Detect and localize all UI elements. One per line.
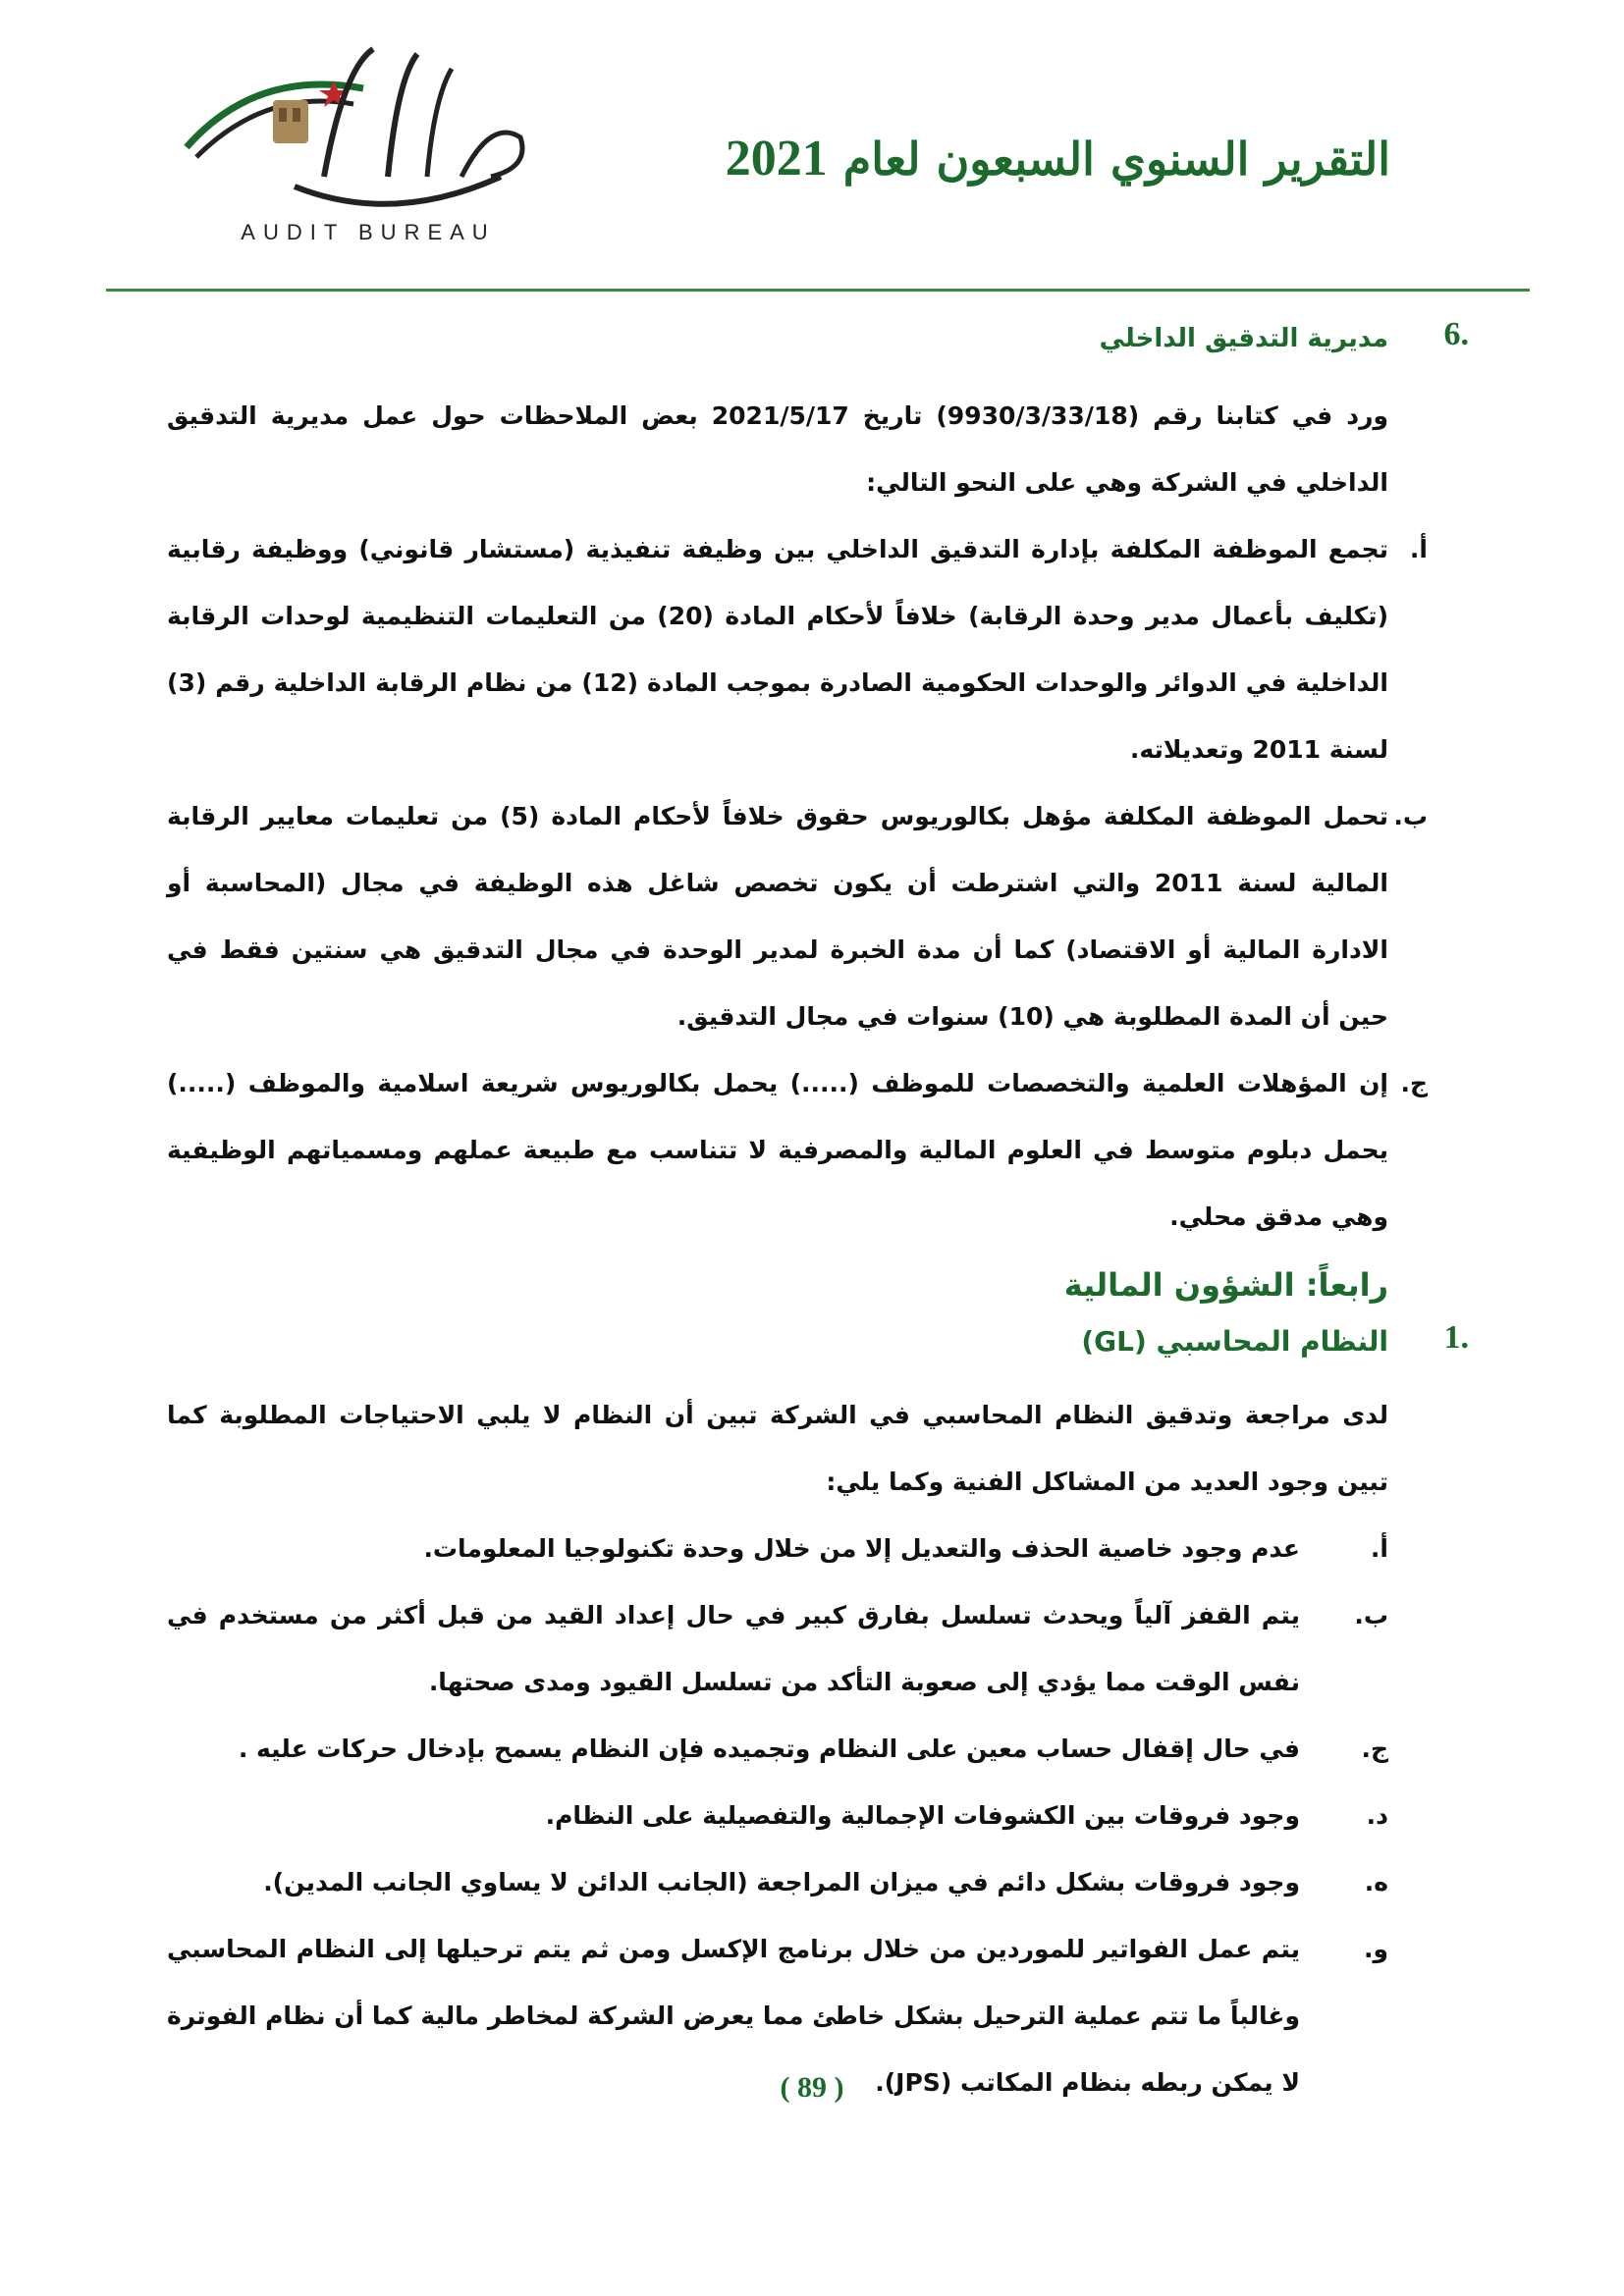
section-title: مديرية التدقيق الداخلي (1099, 324, 1388, 353)
item-text: تجمع الموظفة المكلفة بإدارة التدقيق الداخلي بين وظيفة تنفيذية (مستشار قانوني) ووظيفة رقابية (تكليف بأعمال مدير وحدة الرقابة) خلافاً لأحكام المادة (20) من التعليمات التنظيمية لوحدات الرقابة الداخلية في الدوائر والوحدات الحكومية الصادرة بموجب المادة (12) من نظام الرقابة الداخلية رقم (3) لسنة 2011 وتعديلاته. (167, 535, 1388, 764)
subsection-intro: لدى مراجعة وتدقيق النظام المحاسبي في الشركة تبين أن النظام لا يلبي الاحتياجات المطلوبة كما تبين وجود العديد من المشاكل الفنية وكما يلي: (167, 1401, 1388, 1496)
list-item (167, 1783, 1388, 1849)
item-text: عدم وجود خاصية الحذف والتعديل إلا من خلال وحدة تكنولوجيا المعلومات. (423, 1534, 1300, 1563)
chapter-heading: رابعاً: الشؤون المالية (1063, 1266, 1388, 1304)
item-text: يتم القفز آلياً ويحدث تسلسل بفارق كبير في حال إعداد القيد من قبل أكثر من مستخدم في نفس الوقت مما يؤدي إلى صعوبة التأكد من تسلسل القيود ومدى صحتها. (167, 1601, 1300, 1696)
item-text: في حال إقفال حساب معين على النظام وتجميده فإن النظام يسمح بإدخال حركات عليه . (238, 1735, 1300, 1763)
item-marker: ه. (1364, 1868, 1388, 1896)
subsection-heading (167, 1317, 1469, 1382)
item-marker: ب. (1354, 1601, 1388, 1629)
item-marker: و. (1363, 1935, 1388, 1963)
list-item (167, 1849, 1388, 1916)
item-marker: ج. (1361, 1735, 1388, 1763)
item-marker: ج. (1400, 1069, 1428, 1097)
report-header-title (726, 130, 1390, 187)
page-content (167, 312, 1469, 2116)
item-text: تحمل الموظفة المكلفة مؤهل بكالوريوس حقوق خلافاً لأحكام المادة (5) من تعليمات معايير الرقابة المالية لسنة 2011 والتي اشترطت أن يكون تخصص شاغل هذه الوظيفة في مجال (المحاسبة أو الادارة المالية أو الاقتصاد) كما أن مدة الخبرة لمدير الوحدة في مجال التدقيق هي سنتين فقط في حين أن المدة المطلوبة هي (10) سنوات في مجال التدقيق. (167, 802, 1388, 1031)
item-text: يتم عمل الفواتير للموردين من خلال برنامج الإكسل ومن ثم يتم ترحيلها إلى النظام المحاسبي وغالباً ما تتم عملية الترحيل بشكل خاطئ مما يعرض الشركة لمخاطر مالية كما أن نظام الفوترة لا يمكن ربطه بنظام المكاتب (JPS). (167, 1935, 1300, 2097)
list-item (167, 783, 1428, 1050)
item-marker: ب. (1393, 802, 1428, 830)
list-item (167, 1582, 1388, 1716)
section-intro: ورد في كتابنا رقم (9930/3/33/18) تاريخ 2021/5/17 بعض الملاحظات حول عمل مديرية التدقيق الداخلي في الشركة وهي على النحو التالي: (167, 401, 1389, 497)
list-item (167, 516, 1428, 783)
subsection-number: .1 (1443, 1319, 1469, 1356)
item-marker: أ. (1409, 535, 1428, 563)
item-text: وجود فروقات بشكل دائم في ميزان المراجعة (الجانب الدائن لا يساوي الجانب المدين). (263, 1868, 1300, 1896)
section-number: .6 (1443, 316, 1469, 352)
page-number: ( 89 ) (780, 2071, 844, 2104)
list-item (167, 1516, 1388, 1582)
list-item (167, 1716, 1388, 1783)
report-title-text: التقرير السنوي السبعون لعام (842, 133, 1390, 186)
section-heading (167, 312, 1469, 383)
item-marker: أ. (1370, 1534, 1388, 1563)
item-marker: د. (1366, 1801, 1388, 1830)
item-text: وجود فروقات بين الكشوفات الإجمالية والتفصيلية على النظام. (545, 1801, 1300, 1830)
header-divider (106, 289, 1530, 292)
audit-bureau-logo (177, 29, 560, 255)
subsection-title: النظام المحاسبي (GL) (1081, 1325, 1388, 1358)
issue-list (167, 1516, 1388, 2116)
list-item (167, 1050, 1428, 1251)
svg-text:AUDIT BUREAU: AUDIT BUREAU (241, 220, 496, 244)
item-text: إن المؤهلات العلمية والتخصصات للموظف (.....) يحمل بكالوريوس شريعة اسلامية والموظف (.....) يحمل دبلوم متوسط في العلوم المالية والمصرفية لا تتناسب مع طبيعة عملهم ومسمياتهم الوظيفية وهي مدقق محلي. (167, 1069, 1388, 1231)
report-year: 2021 (725, 131, 828, 187)
